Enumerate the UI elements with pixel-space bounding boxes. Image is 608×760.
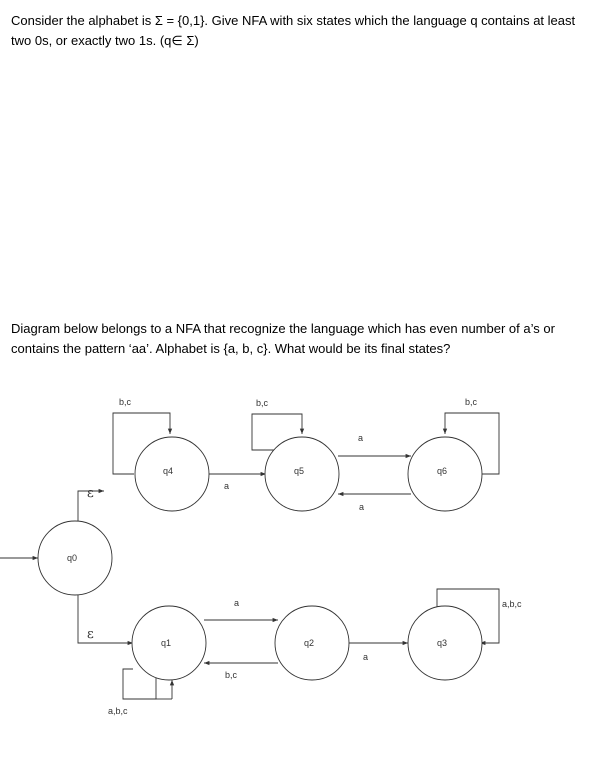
label-q1-self: a,b,c [108,706,128,716]
question-1-line-2: two 0s, or exactly two 1s. (q∈ Σ) [11,33,199,48]
state-q0-label: q0 [67,553,78,563]
state-q1-label: q1 [161,638,172,648]
label-q2-q1: b,c [225,670,238,680]
label-q4-q5: a [224,481,230,491]
label-q0-q4: ε [87,486,94,501]
label-q2-q3: a [363,652,369,662]
question-2-line-2: contains the pattern ‘aa’. Alphabet is {a, b, c}. What would be its final states? [11,341,451,356]
state-q3-label: q3 [437,638,448,648]
label-q3-self: a,b,c [502,599,522,609]
state-q4-label: q4 [163,466,174,476]
question-2-line-1: Diagram below belongs to a NFA that recognize the language which has even number of a’s or [11,321,555,336]
question-1-line-1: Consider the alphabet is Σ = {0,1}. Give NFA with six states which the language q contains at least [11,13,576,28]
label-q5-self: b,c [256,398,269,408]
label-q5-q6: a [358,433,364,443]
state-q5-label: q5 [294,466,305,476]
state-q2-label: q2 [304,638,315,648]
label-q4-self: b,c [119,397,132,407]
label-q1-q2: a [234,598,240,608]
label-q0-q1: ε [87,627,94,642]
label-q6-self: b,c [465,397,478,407]
label-q6-q5: a [359,502,365,512]
state-q6-label: q6 [437,466,448,476]
